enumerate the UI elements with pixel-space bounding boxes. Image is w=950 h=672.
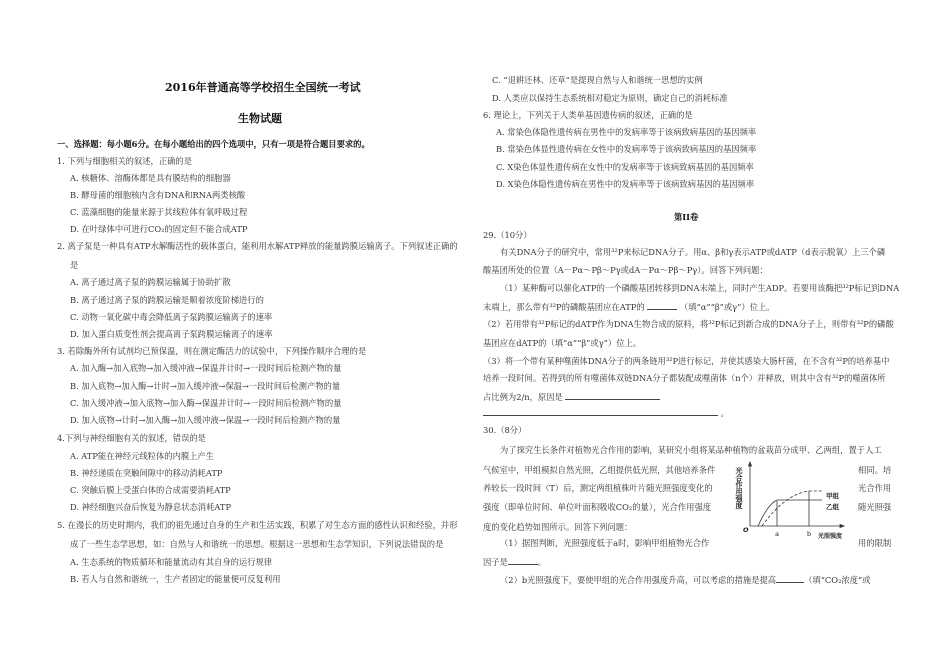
- y-axis-arrow: [749, 462, 752, 466]
- legend-jia: 甲组: [826, 492, 839, 500]
- option: D. 在叶绿体中可进行CO₂的固定但不能合成ATP: [70, 224, 248, 234]
- option: A. ATP能在神经元线粒体的内膜上产生: [70, 451, 215, 461]
- option: A. 离子通过离子泵的跨膜运输属于协助扩散: [70, 277, 231, 287]
- y-axis-label: 光合作用强度: [735, 467, 743, 509]
- page-subtitle: 生物试题: [238, 112, 282, 125]
- q30-text: [483, 556, 546, 568]
- q30-text: 为了探究生长条件对植物光合作用的影响，某研究小组将某品种植物的盆栽苗分成甲、乙两组，置于人工: [500, 445, 882, 455]
- q29-text: [483, 301, 775, 313]
- question-5: 5. 在漫长的历史时期内，我们的祖先通过自身的生产和生活实践，积累了对生态方面的感性认识和经验，并形: [57, 520, 458, 530]
- q30-text: 养较长一段时间（T）后，测定两组植株叶片随光照强度变化的: [483, 483, 713, 493]
- q29-text: 有关DNA分子的研究中，常用³²P来标记DNA分子。用α、β和γ表示ATP或dATP（d表示脱氧）上三个磷: [500, 247, 886, 257]
- q29-text: 培养一段时间。若得到的所有噬菌体双链DNA分子都装配成噬菌体（n个）并释放，则其中含有³²P的噬菌体所: [483, 373, 886, 383]
- q30-text-part: 因子是: [483, 557, 508, 567]
- option: D. X染色体隐性遗传病在男性中的发病率等于该病致病基因的基因频率: [496, 179, 755, 189]
- section-heading: 一、选择题：每小题6分。在每小题给出的四个选项中，只有一项是符合题目要求的。: [57, 139, 370, 149]
- option: C. 加入缓冲液→加入底物→加入酶→保温并计时→一段时间后检测产物的量: [70, 398, 342, 408]
- option: B. 酵母菌的细胞核内含有DNA和RNA两类核酸: [70, 190, 246, 200]
- option: A. 加入酶→加入底物→加入缓冲液→保温并计时→一段时间后检测产物的量: [70, 363, 342, 373]
- q29-text: （1）某种酶可以催化ATP的一个磷酸基团转移到DNA末端上，同时产生ADP。若要用该酶把³²P标记到DNA: [500, 283, 900, 293]
- q29-text: （3）将一个带有某种噬菌体DNA分子的两条链用³²P进行标记，并使其感染大肠杆菌，在不含有³²P的培养基中: [483, 356, 890, 366]
- q30-text: [500, 574, 871, 586]
- answer-blank[interactable]: [776, 574, 804, 583]
- option: D. 加入蛋白质变性剂会提高离子泵跨膜运输离子的速率: [70, 329, 273, 339]
- option: C. 突触后膜上受蛋白体的合成需要消耗ATP: [70, 485, 231, 495]
- curve-jia: [762, 491, 822, 526]
- x-tick-b: b: [807, 530, 812, 538]
- option: C. X染色体显性遗传病在女性中的发病率等于该病致病基因的基因频率: [496, 162, 754, 172]
- option: B. 加入底物→加入酶→计时→加入缓冲液→保温→一段时间后检测产物的量: [70, 381, 341, 391]
- x-axis-arrow: [840, 525, 844, 528]
- question-1: 1. 下列与细胞相关的叙述，正确的是: [57, 156, 193, 166]
- x-tick-a: a: [775, 530, 779, 538]
- q30-text: 光合作用: [858, 483, 892, 493]
- q30-text: 强度（即单位时间、单位叶面积吸收CO₂的量），光合作用强度: [483, 502, 712, 512]
- q30-text: 度的变化趋势如图所示。回答下列问题：: [483, 522, 633, 532]
- q29-text-part: （填“α”“β”或γ”）位上。: [679, 302, 775, 312]
- question-6: 6. 理论上，下列关于人类单基因遗传病的叙述，正确的是: [483, 110, 693, 120]
- q29-text: 酸基团所处的位置（A－Pα～Pβ～Pγ或dA－Pα～Pβ～Pγ）。回答下列问题：: [483, 265, 768, 275]
- origin-label: O: [743, 526, 749, 534]
- question-2-cont: 是: [70, 260, 79, 270]
- answer-blank[interactable]: [483, 407, 718, 416]
- q29-text-part: 末端上，那么带有³²P的磷酸基团应在ATP的: [483, 302, 645, 312]
- option: D. 加入底物→计时→加入酶→加入缓冲液→保温→一段时间后检测产物的量: [70, 415, 341, 425]
- question-30: 30.（8分）: [483, 425, 527, 435]
- q29-text-part: 。: [720, 408, 729, 418]
- q29-text: 基团应在dATP的（填“α”“β”或γ”）位上。: [483, 338, 642, 348]
- option: B. 离子通过离子泵的跨膜运输是顺着浓度阶梯进行的: [70, 295, 264, 305]
- option: B. 若人与自然和谐统一，生产者固定的能量便可反复利用: [70, 574, 281, 584]
- answer-blank[interactable]: [647, 301, 677, 310]
- page-title: 2016年普通高等学校招生全国统一考试: [165, 81, 361, 94]
- x-axis-label: 光照强度: [818, 533, 843, 540]
- option: C. 动物一氧化碳中毒会降低离子泵跨膜运输离子的速率: [70, 312, 273, 322]
- q30-text: 气候室中，甲组模拟自然光照，乙组提供低光照，其他培养条件: [483, 465, 716, 475]
- option: D. 人类应以保持生态系统相对稳定为原则，确定自己的消耗标准: [492, 93, 728, 103]
- q30-text-part: （填“CO₂浓度”或: [804, 575, 871, 585]
- option: B. 神经递质在突触间隙中的移动消耗ATP: [70, 468, 223, 478]
- q30-text: 随光照强: [858, 502, 892, 512]
- photosynthesis-figure: [740, 458, 870, 558]
- option: A. 常染色体隐性遗传病在男性中的发病率等于该病致病基因的基因频率: [496, 127, 757, 137]
- answer-blank[interactable]: [508, 556, 538, 565]
- q30-text-part: 。: [537, 557, 547, 567]
- q29-text: （2）若用带有³²P标记的dATP作为DNA生物合成的原料，将³²P标记到新合成的DNA分子上，则带有³²P的磷酸: [483, 319, 894, 329]
- answer-blank[interactable]: [565, 391, 660, 400]
- q30-text: （1）据图判断，光照强度低于a时，影响甲组植物光合作: [500, 538, 710, 548]
- q29-text: [483, 407, 729, 419]
- q30-text-part: （2）b光照强度下，要使甲组的光合作用强度升高，可以考虑的措施是提高: [500, 575, 777, 585]
- option: B. 常染色体显性遗传病在女性中的发病率等于该病致病基因的基因频率: [496, 144, 757, 154]
- q30-text: 用的限制: [858, 538, 892, 548]
- part2-heading: 第II卷: [674, 212, 699, 222]
- q29-text: [483, 391, 660, 403]
- question-2: 2. 离子泵是一种具有ATP水解酶活性的载体蛋白，能利用水解ATP释放的能量跨膜运输离子。下列叙述正确的: [57, 241, 458, 251]
- question-3: 3. 若除酶外所有试剂均已预保温，则在测定酶活力的试验中，下列操作顺序合理的是: [57, 346, 367, 356]
- question-5-cont: 成了一些生态学思想，如：自然与人和谐统一的思想。根据这一思想和生态学知识，下列说法错误的是: [70, 539, 444, 549]
- option: A. 生态系统的物质循环和能量流动有其自身的运行规律: [70, 557, 273, 567]
- option: D. 神经细胞兴奋后恢复为静息状态消耗ATP: [70, 502, 232, 512]
- question-29: 29.（10分）: [483, 230, 532, 240]
- legend-yi: 乙组: [826, 503, 839, 511]
- option: A. 核糖体、溶酶体都是具有膜结构的细胞器: [70, 173, 231, 183]
- option: C. “退耕还林、还草”是提现自然与人和谐统一思想的实例: [492, 75, 703, 85]
- q29-text-part: 占比例为2/n，原因是: [483, 392, 563, 402]
- q30-text: 相同。培: [858, 465, 892, 475]
- option: C. 蓝藻细胞的能量来源于其线粒体有氧呼吸过程: [70, 207, 248, 217]
- question-4: 4.下列与神经细胞有关的叙述，错误的是: [57, 433, 206, 443]
- curve-yi: [758, 500, 822, 526]
